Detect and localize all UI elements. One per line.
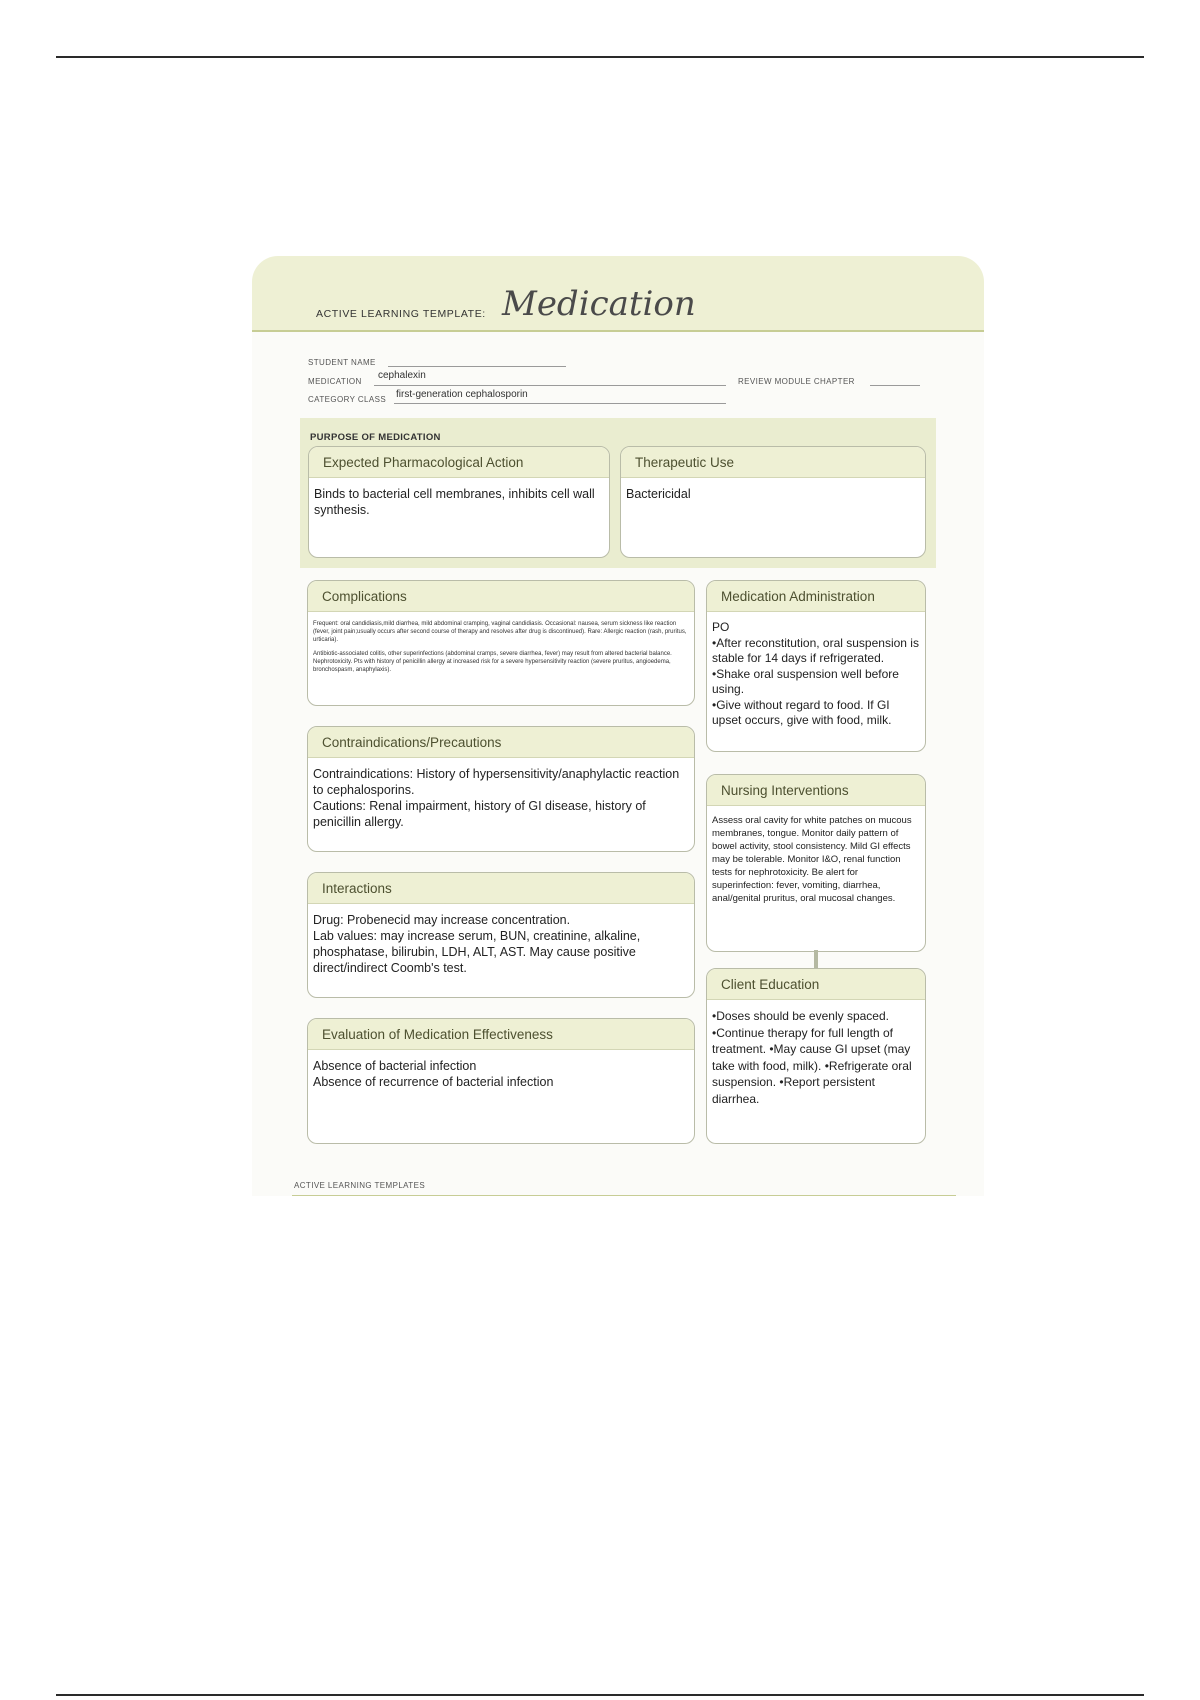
review-module-line[interactable]: [870, 385, 920, 386]
category-value: first-generation cephalosporin: [396, 389, 528, 400]
evaluation-line-1: Absence of bacterial infection: [313, 1059, 477, 1073]
contraindications-title: Contraindications/Precautions: [308, 727, 694, 758]
cautions-line: Cautions: Renal impairment, history of GI disease, history of penicillin allergy.: [313, 799, 646, 829]
client-education-box: [706, 968, 926, 1144]
evaluation-box: [307, 1018, 695, 1144]
footer-rule: [292, 1195, 956, 1196]
template-header: [252, 256, 984, 332]
evaluation-line-2: Absence of recurrence of bacterial infection: [313, 1075, 554, 1089]
evaluation-title: Evaluation of Medication Effectiveness: [308, 1019, 694, 1050]
administration-line-2: •After reconstitution, oral suspension is stable for 14 days if refrigerated. •Shake oral suspension well before using.: [712, 635, 919, 696]
category-line[interactable]: [394, 403, 726, 404]
evaluation-body: [308, 1050, 694, 1096]
complications-paragraph-2: Antibiotic-associated colitis, other superinfections (abdominal cramps, severe diarrhea, fever) may result from altered bacterial balance. Nephrotoxicity. Pts with history of penicillin allergy at increased risk for a severe hypersensitivity reaction (severe pruritus, angioedema, bronchospasm, anaphylaxis).: [313, 651, 672, 673]
medication-line[interactable]: [374, 385, 726, 386]
medication-label: MEDICATION: [308, 377, 362, 386]
complications-paragraph-1: Frequent: oral candidiasis,mild diarrhea, mild abdominal cramping, vaginal candidiasis. Occasional: nausea, serum sickness like reaction (fever, joint pain;usually occurs after second course of therapy and resolves after drug is discontinued). Rare: Allergic reaction (rash, pruritus, urticaria).: [313, 621, 687, 643]
medication-value: cephalexin: [378, 370, 426, 381]
student-name-label: STUDENT NAME: [308, 358, 376, 367]
therapeutic-use-body: Bactericidal: [626, 487, 691, 501]
administration-box: [706, 580, 926, 752]
page-top-rule: [56, 56, 1144, 58]
administration-route: PO: [712, 620, 730, 634]
footer-label: ACTIVE LEARNING TEMPLATES: [294, 1181, 426, 1190]
pharm-action-title: Expected Pharmacological Action: [309, 447, 609, 478]
review-module-label: REVIEW MODULE CHAPTER: [738, 377, 855, 386]
student-name-line[interactable]: [388, 366, 566, 367]
medication-template: [252, 256, 984, 1196]
page-bottom-rule: [56, 1694, 1144, 1696]
category-label: CATEGORY CLASS: [308, 395, 387, 404]
interactions-box: [307, 872, 695, 998]
client-education-title: Client Education: [707, 969, 925, 1000]
complications-body: [308, 612, 694, 686]
therapeutic-use-box: [620, 446, 926, 558]
template-title: Medication: [502, 284, 696, 324]
contraindications-body: [308, 758, 694, 836]
client-education-body: •Doses should be evenly spaced. •Continue therapy for full length of treatment. •May cause GI upset (may take with food, milk). •Refrigerate oral suspension. •Report persistent diarrhea.: [712, 1009, 912, 1106]
pharm-action-body: Binds to bacterial cell membranes, inhibits cell wall synthesis.: [314, 487, 595, 517]
nursing-interventions-body: Assess oral cavity for white patches on mucous membranes, tongue. Monitor daily pattern of bowel activity, stool consistency. Mild GI effects may be tolerable. Monitor I&O, renal function tests for nephrotoxicity. Be alert for superinfection: fever, vomiting, diarrhea, anal/genital pruritus, oral mucosal changes.: [712, 815, 912, 904]
complications-title: Complications: [308, 581, 694, 612]
administration-title: Medication Administration: [707, 581, 925, 612]
nursing-interventions-box: [706, 774, 926, 952]
interactions-title: Interactions: [308, 873, 694, 904]
contraindications-box: [307, 726, 695, 852]
interactions-body: [308, 904, 694, 982]
therapeutic-use-title: Therapeutic Use: [621, 447, 925, 478]
complications-box: [307, 580, 695, 706]
template-kicker: ACTIVE LEARNING TEMPLATE:: [316, 308, 486, 320]
administration-line-3: •Give without regard to food. If GI upset occurs, give with food, milk.: [712, 697, 892, 727]
purpose-label: PURPOSE OF MEDICATION: [310, 432, 441, 443]
pharm-action-box: [308, 446, 610, 558]
administration-body: [707, 612, 925, 735]
contraindications-line: Contraindications: History of hypersensitivity/anaphylactic reaction to cephalosporins.: [313, 767, 680, 797]
nursing-interventions-title: Nursing Interventions: [707, 775, 925, 806]
interactions-drug-line: Drug: Probenecid may increase concentration.: [313, 913, 571, 927]
interactions-lab-line: Lab values: may increase serum, BUN, creatinine, alkaline, phosphatase, bilirubin, LDH, ALT, AST. May cause positive direct/indirect Coomb's test.: [313, 929, 641, 975]
